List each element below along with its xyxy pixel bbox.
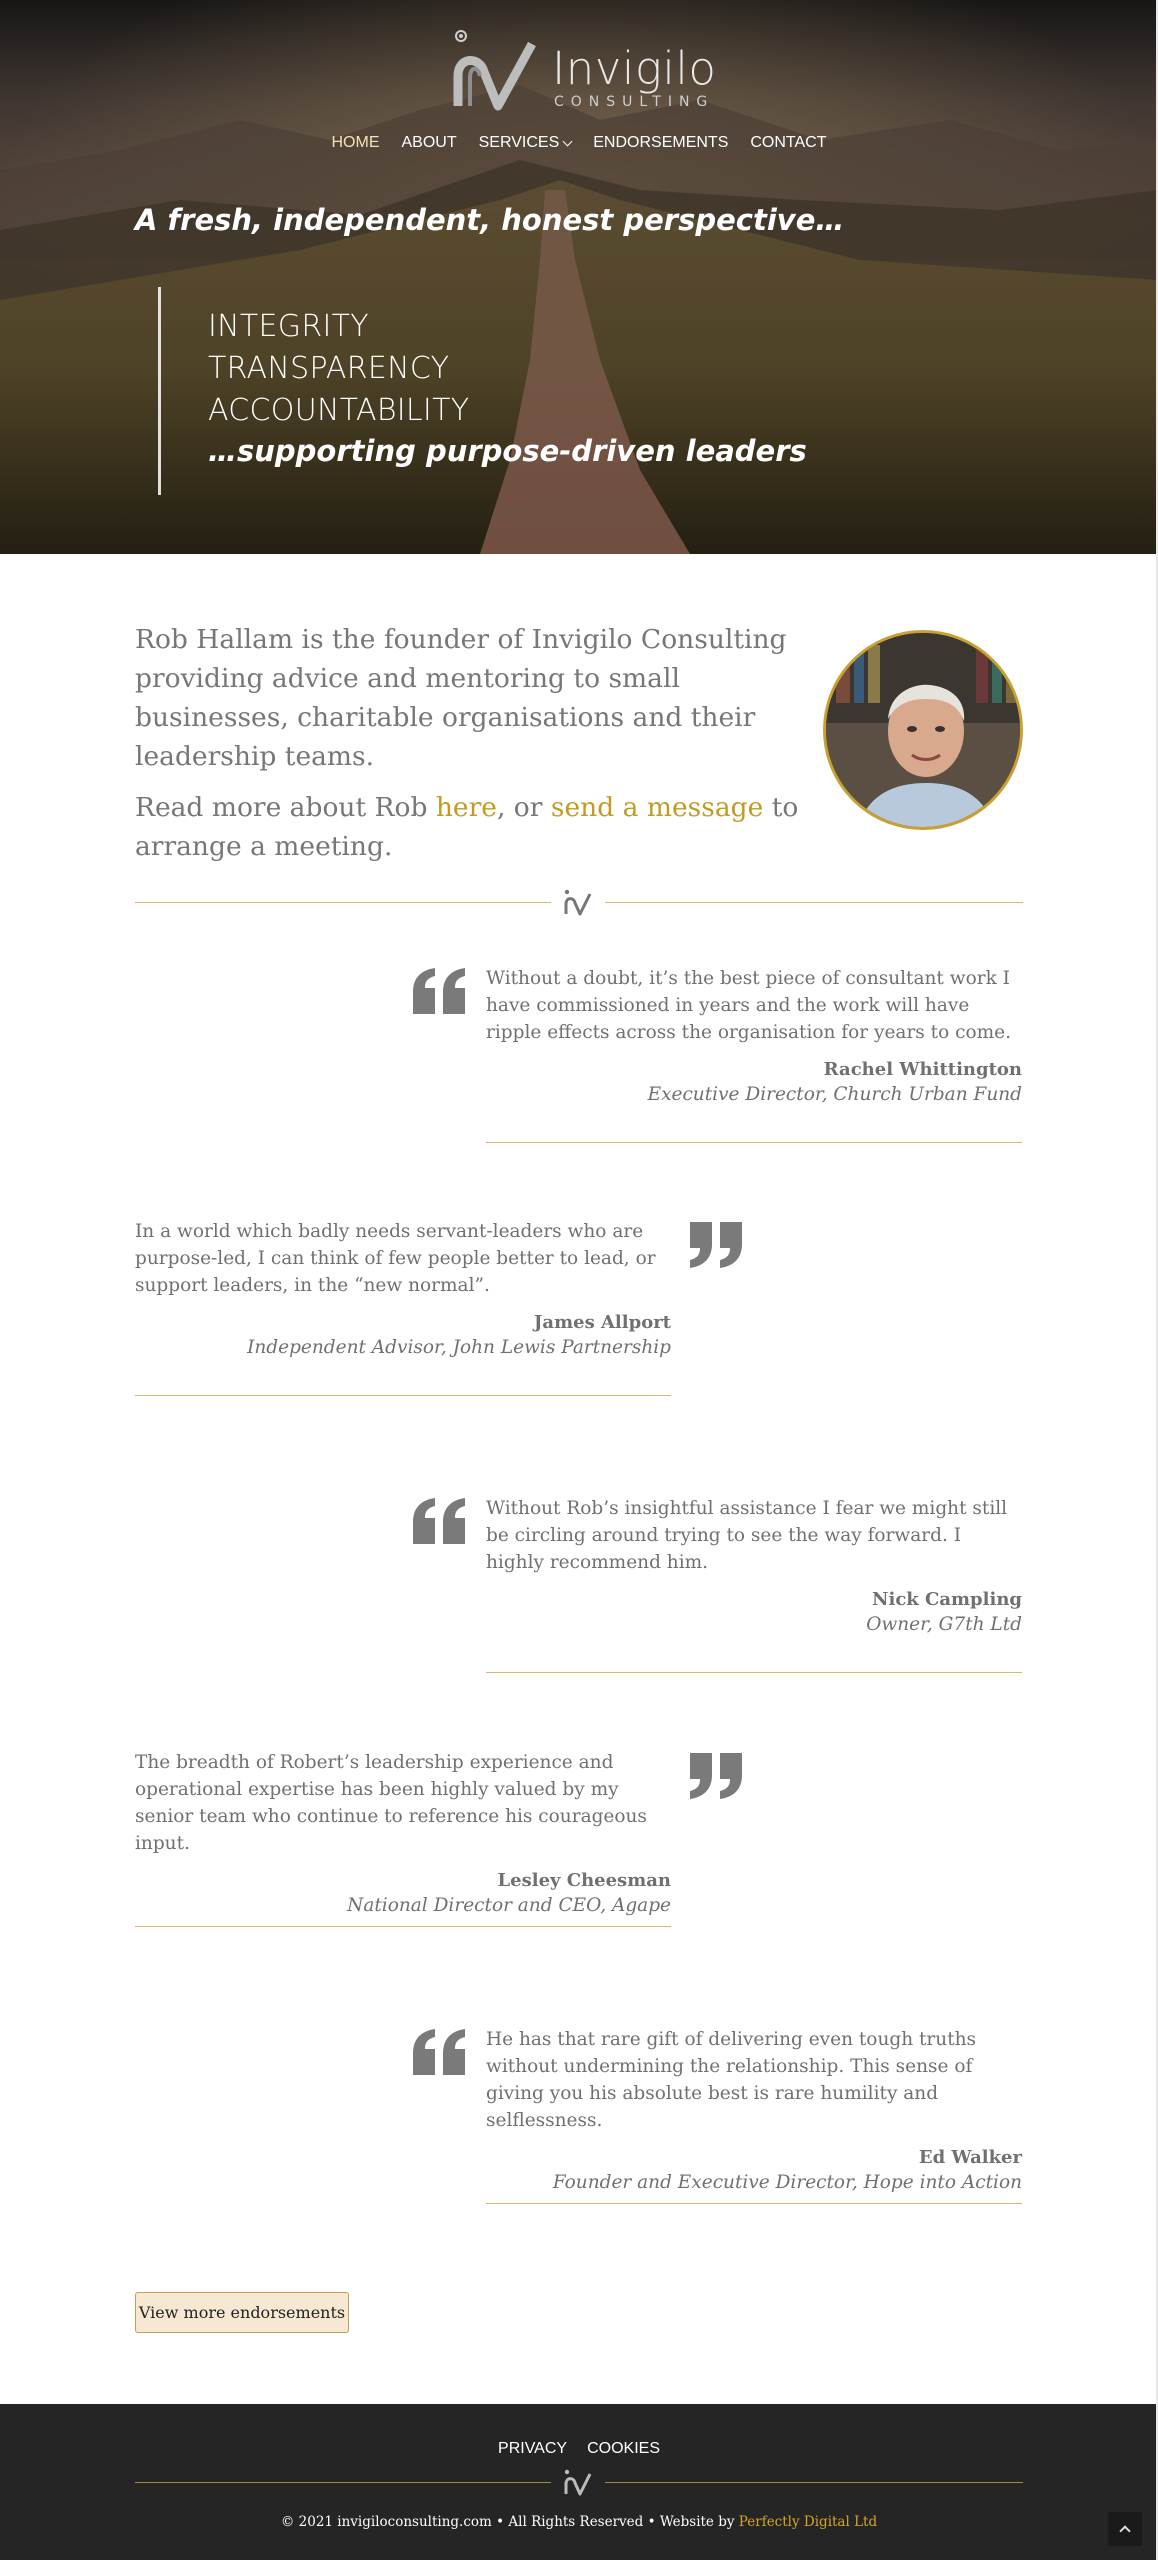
intro-paragraph: Rob Hallam is the founder of Invigilo Consulting providing advice and mentoring to small businesses, charitable organisations and their leadership teams. bbox=[135, 624, 787, 772]
website-credit-link[interactable]: Perfectly Digital Ltd bbox=[738, 2514, 878, 2530]
testimonial-rule bbox=[486, 1142, 1022, 1143]
hero-tagline: A fresh, independent, honest perspective… bbox=[135, 203, 845, 237]
testimonial-rule bbox=[135, 1926, 671, 1927]
footer-cookies-link[interactable]: COOKIES bbox=[587, 2440, 660, 2457]
site-logo[interactable] bbox=[450, 26, 720, 116]
intro-cta-paragraph bbox=[135, 788, 815, 866]
logo-mark-icon bbox=[450, 26, 550, 116]
send-message-link[interactable]: send a message bbox=[550, 792, 764, 823]
quote-open-icon bbox=[413, 968, 465, 1014]
cta-text-after: to arrange a meeting. bbox=[135, 792, 799, 862]
founder-portrait bbox=[823, 630, 1023, 830]
copyright-text bbox=[0, 2514, 1158, 2530]
testimonial-role: Owner, G7th Ltd bbox=[866, 1614, 1022, 1635]
testimonial-role: Independent Advisor, John Lewis Partnership bbox=[247, 1337, 671, 1358]
footer-divider-line-right bbox=[605, 2482, 1023, 2483]
testimonial bbox=[486, 965, 1022, 1105]
footer-divider-line-left bbox=[135, 2482, 551, 2483]
testimonial-name: Nick Campling bbox=[872, 1589, 1022, 1610]
view-more-endorsements-button[interactable]: View more endorsements bbox=[135, 2292, 349, 2333]
chevron-up-icon bbox=[1119, 2525, 1130, 2536]
cta-text-before: Read more about Rob bbox=[135, 792, 436, 823]
footer-links bbox=[0, 2440, 1158, 2458]
testimonial bbox=[135, 1218, 671, 1358]
testimonial-name: Rachel Whittington bbox=[823, 1059, 1022, 1080]
logo-wordmark: Invigilo bbox=[552, 42, 717, 95]
portrait-image bbox=[826, 633, 1023, 830]
logo-mark-icon bbox=[563, 2468, 593, 2498]
value-transparency: TRANSPARENCY bbox=[208, 351, 450, 386]
testimonial-rule bbox=[135, 1395, 671, 1396]
hero-banner bbox=[0, 0, 1158, 554]
footer-privacy-link[interactable]: PRIVACY bbox=[498, 2440, 568, 2457]
copyright-label: © 2021 invigiloconsulting.com • All Rights Reserved • Website by bbox=[280, 2514, 739, 2530]
quote-open-icon bbox=[413, 2029, 465, 2075]
testimonial-name: Lesley Cheesman bbox=[497, 1870, 671, 1891]
quote-close-icon bbox=[690, 1753, 742, 1799]
quote-open-icon bbox=[413, 1498, 465, 1544]
nav-services-label: SERVICES bbox=[478, 134, 560, 151]
testimonial bbox=[486, 1495, 1022, 1635]
testimonial-rule bbox=[486, 1672, 1022, 1673]
testimonial-role: Founder and Executive Director, Hope into Action bbox=[552, 2172, 1022, 2193]
main-navigation bbox=[0, 134, 1158, 152]
hero-sub-tagline: …supporting purpose-driven leaders bbox=[208, 434, 807, 468]
testimonial-text: The breadth of Robert’s leadership experience and operational expertise has been highly valued by my senior team who continue to reference his courageous input. bbox=[135, 1752, 647, 1854]
divider-line-right bbox=[605, 902, 1023, 903]
testimonial-name: Ed Walker bbox=[918, 2147, 1022, 2168]
nav-about[interactable]: ABOUT bbox=[401, 134, 457, 151]
testimonial-role: Executive Director, Church Urban Fund bbox=[647, 1084, 1022, 1105]
testimonial-rule bbox=[486, 2203, 1022, 2204]
nav-home[interactable]: HOME bbox=[331, 134, 380, 151]
hero-values bbox=[208, 306, 469, 432]
testimonial-text: In a world which badly needs servant-leaders who are purpose-led, I can think of few people better to lead, or support leaders, in the “new normal”. bbox=[135, 1221, 656, 1296]
cta-text-mid: , or bbox=[496, 792, 551, 823]
testimonial-text: He has that rare gift of delivering even tough truths without undermining the relationship. This sense of giving you his absolute best is rare humility and selflessness. bbox=[486, 2029, 977, 2131]
testimonial-role: National Director and CEO, Agape bbox=[347, 1895, 671, 1916]
nav-services[interactable] bbox=[468, 134, 583, 152]
testimonial-text: Without Rob’s insightful assistance I fear we might still be circling around trying to see the way forward. I highly recommend him. bbox=[486, 1498, 1008, 1573]
testimonial bbox=[486, 2026, 1022, 2193]
section-divider bbox=[135, 888, 1023, 918]
nav-contact[interactable]: CONTACT bbox=[750, 134, 827, 151]
footer-divider bbox=[135, 2468, 1023, 2498]
quote-close-icon bbox=[690, 1222, 742, 1268]
site-footer bbox=[0, 2404, 1158, 2560]
nav-endorsements[interactable]: ENDORSEMENTS bbox=[593, 134, 729, 151]
value-integrity: INTEGRITY bbox=[208, 309, 369, 344]
testimonial bbox=[135, 1749, 671, 1916]
chevron-down-icon bbox=[563, 136, 573, 146]
about-link[interactable]: here bbox=[435, 792, 497, 823]
testimonial-text: Without a doubt, it’s the best piece of consultant work I have commissioned in years and the work will have ripple effects across the organisation for years to come. bbox=[486, 968, 1011, 1043]
back-to-top-button[interactable] bbox=[1108, 2512, 1142, 2546]
value-accountability: ACCOUNTABILITY bbox=[208, 393, 470, 428]
logo-mark-icon bbox=[563, 888, 593, 918]
divider-line-left bbox=[135, 902, 551, 903]
hero-divider-bar bbox=[158, 287, 161, 495]
intro-text bbox=[135, 620, 815, 866]
logo-subtitle: CONSULTING bbox=[554, 94, 715, 110]
testimonial-name: James Allport bbox=[533, 1312, 671, 1333]
